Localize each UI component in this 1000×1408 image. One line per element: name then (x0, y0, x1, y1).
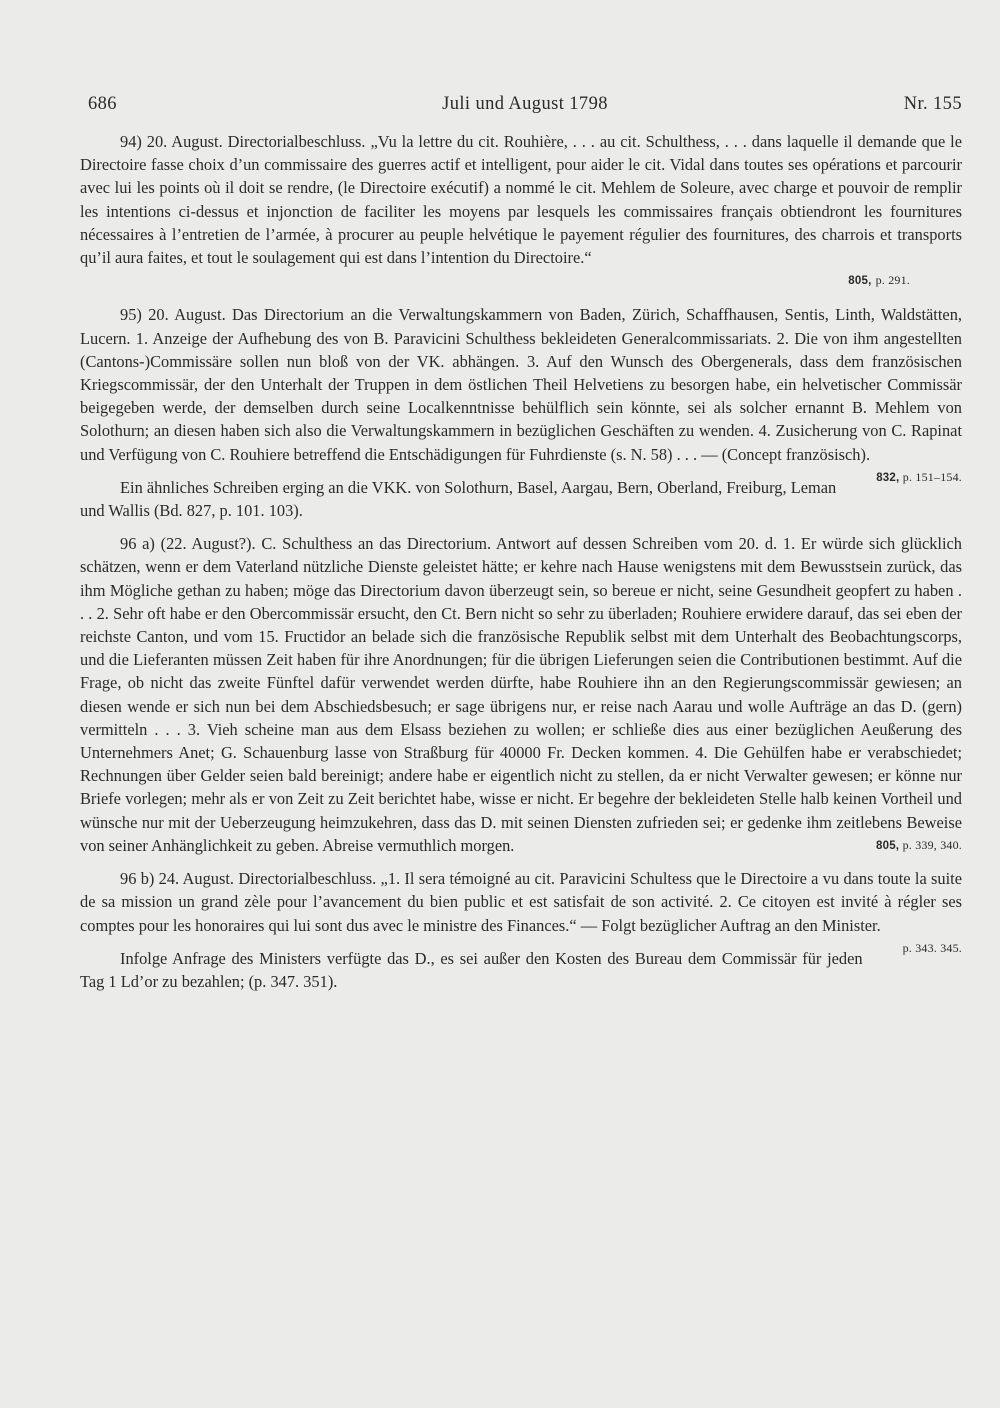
header-title: Juli und August 1798 (442, 94, 608, 114)
reference-volume: 805, (876, 839, 900, 852)
entry-text: Ein ähnliches Schreiben erging an die VKK. von Solothurn, Basel, Aargau, Bern, Oberland, Freiburg, Leman und Wallis (Bd. 827, p. 101. 103). (80, 477, 837, 521)
source-reference (836, 834, 962, 858)
entry-text: 95) 20. August. Das Directorium an die Verwaltungskammern von Baden, Zürich, Schaffhausen, Sentis, Linth, Waldstätten, Lucern. 1. Anzeige der Aufhebung des von B. Paravicini Schulthess bekleideten Generalcommissariats. 2. Die von ihm angestellten (Cantons-)Commissäre sollen nun bloß von der VK. abhängen. 3. Auf den Wunsch des Obergenerals, dass dem französischen Kriegscommissär, der den Unterhalt der Truppen in dem östlichen Theil Helvetiens zu besorgen habe, ein helvetischer Commissär beigegeben werde, der demselben durch seine Localkenntnisse behülflich sein könnte, sei als solcher ernannt B. Mehlem von Solothurn; an diesen haben sich also die Verwaltungskammern in bezüglichen Geschäften zu wenden. 4. Zusicherung von C. Rapinat und Verfügung von C. Rouhiere betreffend die Entschädigungen für Fuhrdienste (s. N. 58) . . . — (Concept französisch). 832, p. 151–154. (80, 303, 962, 465)
source-reference (836, 466, 962, 490)
entry-96b-note (80, 947, 962, 993)
reference-pages: p. 291. (875, 273, 910, 288)
reference-volume: 832, (876, 471, 900, 484)
page-number: 686 (88, 94, 117, 114)
entry-96a (80, 532, 962, 857)
reference-volume: 805, (848, 275, 872, 288)
entry-96b (80, 867, 962, 955)
entry-text: 94) 20. August. Directorialbeschluss. „Vu la lettre du cit. Rouhière, . . . au cit. Schulthess, . . . dans laquelle il demande que le Directoire fasse choix d’un commissaire des guerres actif et intelligent, pour aider le cit. Vidal dans toutes ses opérations et parcourir avec lui les points où il doit se rendre, (le Directoire exécutif) a nommé le cit. Mehlem de Soleure, avec charge et pouvoir de remplir les intentions ci-dessus et injonction de faciliter les moyens par lesquels les commissaires français obtiendront les fournitures nécessaires à l’entretien de l’armée, à procurer au peuple helvétique le payement régulier des fournitures, des charrois et transports qu’il aura faites, et tout le soulagement qui est dans l’intention du Directoire.“ (80, 132, 962, 268)
entry-text: 96 a) (22. August?). C. Schulthess an das Directorium. Antwort auf dessen Schreiben vom 20. d. 1. Er würde sich glücklich schätzen, wenn er dem Vaterland nützliche Dienste geleistet hätte; er kehre nach Hause wenigstens mit dem Bewusstsein zurück, das ihm Mögliche gethan zu haben; möge das Directorium davon überzeugt sein, so bereue er nicht, seine Gesundheit geopfert zu haben . . . 2. Sehr oft habe er den Obercommissär ersucht, den Ct. Bern nicht so sehr zu überladen; Rouhiere erwidere darauf, das sei eben der reichste Canton, und vom 15. Fructidor an belade sich die französische Republik selbst mit dem Unterhalt des Beobachtungscorps, und die Lieferanten müssen Zeit haben für ihre Anordnungen; für die übrigen Lieferungen seien die Contributionen bestimmt. Auf die Frage, ob nicht das zweite Fünftel dafür verwendet werden dürfte, habe Rouhiere ihn an den Regierungscommissär gewiesen; an diesen wende er sich nun bei dem Abschiedsbesuch; er sage übrigens nur, er reise nach Aarau und wolle Aufträge an das D. (gern) vermitteln . . . 3. Vieh scheine man aus dem Elsass beziehen zu wollen; er schließe dies aus einer bezüglichen Aeußerung des Unternehmers Anet; G. Schauenburg lasse von Straßburg für 40000 Fr. Decken kommen. 4. Die Gehülfen habe er verabschiedet; Rechnungen über Gelder seien bald bereinigt; andere habe er eigentlich nicht zu stellen, da er nicht Verwalter gewesen; er könne nur Briefe vorlegen; mehr als er von Zeit zu Zeit berichtet habe, wisse er nicht. Er begehre der bekleideten Stelle halb keinen Vortheil und wünsche nur mit der Ueberzeugung heimzukehren, dass das D. mit seinen Diensten zufrieden sei; er gedenke ihm zeitlebens Beweise von seiner Anhänglichkeit zu geben. Abreise vermuthlich morgen. 805, p. 339, 340. (80, 532, 962, 857)
entry-text: Infolge Anfrage des Ministers verfügte das D., es sei außer den Kosten des Bureau dem Commissär für jeden Tag 1 Ld’or zu bezahlen; (p. 347. 351). (80, 948, 863, 991)
reference-pages: p. 339, 340. (902, 837, 962, 852)
page-body (80, 130, 962, 1003)
document-number: Nr. 155 (903, 94, 962, 114)
source-reference (863, 937, 962, 961)
source-reference (80, 267, 962, 293)
entry-95-note (80, 476, 962, 522)
entry-95 (80, 303, 962, 484)
running-header (88, 94, 962, 120)
entry-text: 96 b) 24. August. Directorialbeschluss. „1. Il sera témoigné au cit. Paravicini Schultess que le Directoire a vu dans toute la suite de sa mission un grand zèle pour l’avancement du bien public et est satisfait de son activité. 2. Ce citoyen est invité à régler ses comptes pour les honoraires qui lui sont dus avec le ministre des Finances.“ — Folgt bezüglicher Auftrag an den Minister. p. 343. 345. (80, 867, 962, 937)
reference-pages: p. 343. 345. (902, 940, 962, 955)
reference-pages: p. 151–154. (902, 469, 962, 484)
entry-94 (80, 130, 962, 293)
